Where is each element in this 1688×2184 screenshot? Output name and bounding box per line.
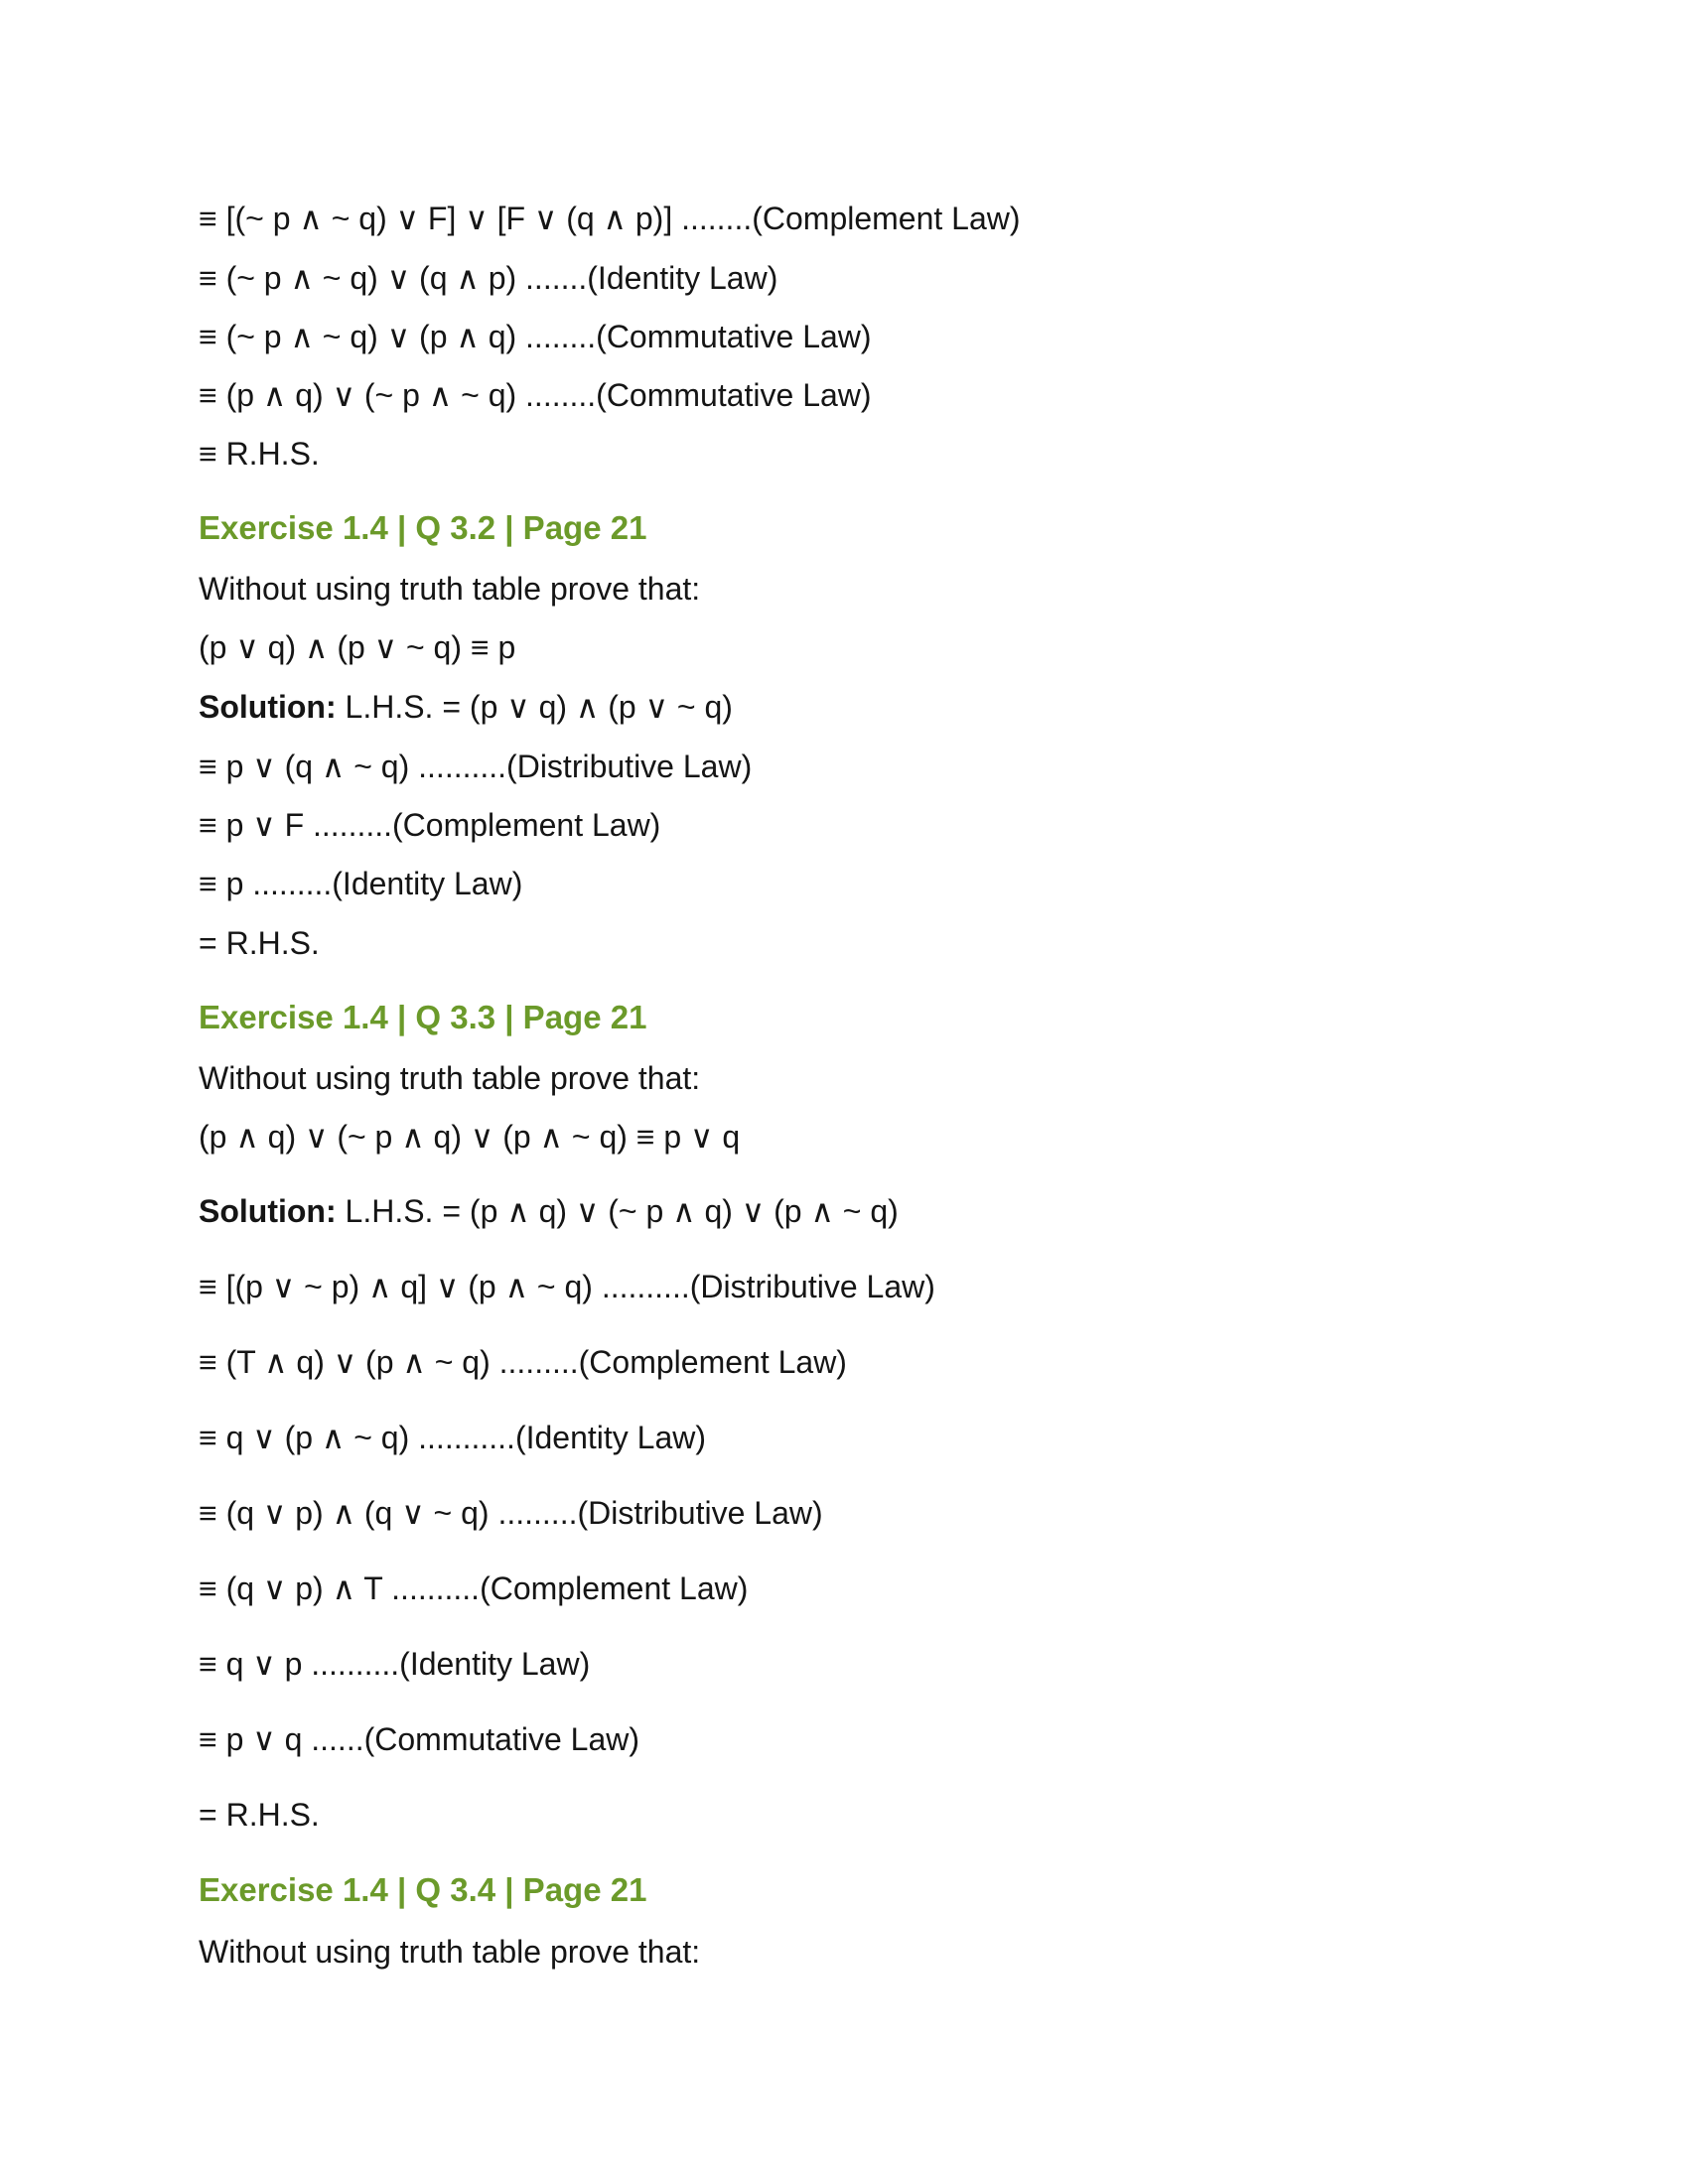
solution-label: Solution:: [199, 1193, 337, 1229]
proof-step: ≡ [(~ p ∧ ~ q) ∨ F] ∨ [F ∨ (q ∧ p)] ........(Complement Law): [199, 201, 1021, 236]
question-prompt: Without using truth table prove that:: [199, 1060, 701, 1096]
question-statement: (p ∨ q) ∧ (p ∨ ~ q) ≡ p: [199, 629, 516, 665]
proof-conclusion: ≡ R.H.S.: [199, 436, 320, 472]
proof-step: ≡ (~ p ∧ ~ q) ∨ (p ∧ q) ........(Commutative Law): [199, 319, 872, 354]
proof-step: ≡ q ∨ p ..........(Identity Law): [199, 1646, 591, 1682]
question-prompt: Without using truth table prove that:: [199, 571, 701, 607]
question-prompt: Without using truth table prove that:: [199, 1934, 701, 1970]
solution-line: [199, 687, 733, 727]
proof-conclusion: = R.H.S.: [199, 1797, 320, 1833]
proof-step: ≡ [(p ∨ ~ p) ∧ q] ∨ (p ∧ ~ q) ..........(Distributive Law): [199, 1269, 935, 1304]
solution-label: Solution:: [199, 689, 337, 725]
proof-conclusion: = R.H.S.: [199, 925, 320, 961]
proof-step: ≡ q ∨ (p ∧ ~ q) ...........(Identity Law): [199, 1420, 707, 1455]
solution-text: L.H.S. = (p ∧ q) ∨ (~ p ∧ q) ∨ (p ∧ ~ q): [336, 1193, 899, 1229]
proof-step: ≡ (q ∨ p) ∧ (q ∨ ~ q) .........(Distributive Law): [199, 1495, 823, 1531]
exercise-heading: Exercise 1.4 | Q 3.2 | Page 21: [199, 509, 647, 546]
proof-step: ≡ p ∨ (q ∧ ~ q) ..........(Distributive Law): [199, 749, 753, 784]
solution-line: [199, 1191, 899, 1231]
question-statement: (p ∧ q) ∨ (~ p ∧ q) ∨ (p ∧ ~ q) ≡ p ∨ q: [199, 1119, 741, 1155]
proof-step: ≡ (p ∧ q) ∨ (~ p ∧ ~ q) ........(Commutative Law): [199, 377, 872, 413]
solution-text: L.H.S. = (p ∨ q) ∧ (p ∨ ~ q): [336, 689, 733, 725]
proof-step: ≡ p ∨ F .........(Complement Law): [199, 807, 661, 843]
proof-step: ≡ p .........(Identity Law): [199, 866, 523, 901]
proof-step: ≡ (T ∧ q) ∨ (p ∧ ~ q) .........(Complement Law): [199, 1344, 847, 1380]
proof-step: ≡ (~ p ∧ ~ q) ∨ (q ∧ p) .......(Identity Law): [199, 260, 778, 296]
exercise-heading: Exercise 1.4 | Q 3.3 | Page 21: [199, 999, 647, 1035]
proof-step: ≡ (q ∨ p) ∧ T ..........(Complement Law): [199, 1570, 749, 1606]
proof-step: ≡ p ∨ q ......(Commutative Law): [199, 1721, 639, 1757]
exercise-heading: Exercise 1.4 | Q 3.4 | Page 21: [199, 1871, 647, 1908]
